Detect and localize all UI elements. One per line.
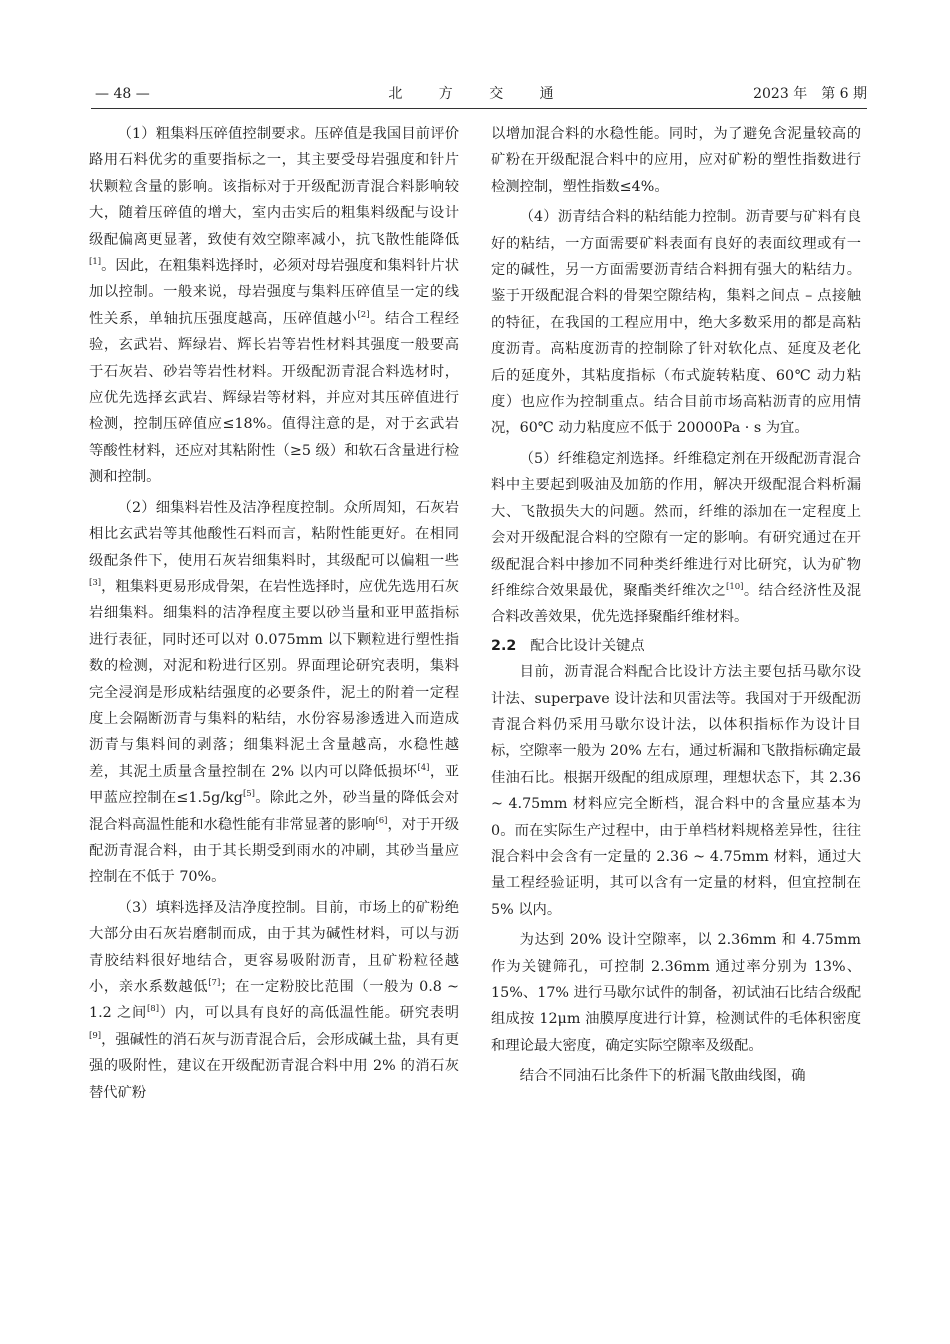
citation-ref[interactable]: [7] <box>208 978 221 989</box>
citation-ref[interactable]: [1] <box>89 257 102 268</box>
paragraph-fine-aggregate: （2）细集料岩性及洁净程度控制。众所周知，石灰岩相比玄武岩等其他酸性石料而言，粘附性能更好。在相同级配条件下，使用石灰岩细集料时，其级配可以偏粗一些[3]，粗集料更易形成骨架，在岩性选择时，应优先选用石灰岩细集料。细集料的洁净程度主要以砂当量和亚甲蓝指标进行表征，同时还可以对 0.075mm 以下颗粒进行塑性指数的检测，对泥和粉进行区别。界面理论研究表明，集料完全浸润是形成粘结强度的必要条件，泥土的附着一定程度上会隔断沥青与集料的粘结，水份容易渗透进入而造成沥青与集料间的剥落；细集料泥土含量越高，水稳性越差，其泥土质量含量控制在 2% 以内可以降低损坏[4]，亚甲蓝应控制在≤1.5g/kg[5]。除此之外，砂当量的降低会对混合料高温性能和水稳性能有非常显著的影响[6]，对于开级配沥青混合料，由于其长期受到雨水的冲刷，其砂当量应控制在不低于 70%。 <box>89 499 460 886</box>
citation-ref[interactable]: [4] <box>417 762 430 773</box>
paragraph-coarse-aggregate: （1）粗集料压碎值控制要求。压碎值是我国目前评价路用石料优劣的重要指标之一，其主要受母岩强度和针片状颗粒含量的影响。该指标对于开级配沥青混合料影响较大，随着压碎值的增大，室内击实后的粗集料级配与设计级配偏离更显著，致使有效空隙率减小，抗飞散性能降低[1]。因此，在粗集料选择时，必须对母岩强度和集料针片状加以控制。一般来说，母岩强度与集料压碎值呈一定的线性关系，单轴抗压强度越高，压碎值越小[2]。结合工程经验，玄武岩、辉绿岩、辉长岩等岩性材料其强度一般要高于石灰岩、砂岩等岩性材料。开级配沥青混合料选材时，应优先选择玄武岩、辉绿岩等材料，并应对其压碎值进行检测，控制压碎值应≤18%。值得注意的是，对于玄武岩等酸性材料，还应对其粘附性（≥5 级）和软石含量进行检测和控制。 <box>89 126 460 486</box>
paragraph-filler-continued: 以增加混合料的水稳性能。同时，为了避免含泥量较高的矿粉在开级配混合料中的应用，应对矿粉的塑性指数进行检测控制，塑性指数≤4%。 <box>491 126 861 195</box>
section-title: 配合比设计关键点 <box>530 637 645 654</box>
header-rule <box>91 108 867 109</box>
right-column <box>491 121 861 1090</box>
journal-title: 北 方 交 通 <box>388 86 570 102</box>
paragraph-fiber-stabilizer: （5）纤维稳定剂选择。纤维稳定剂在开级配沥青混合料中主要起到吸油及加筋的作用，解决开级配混合料析漏大、飞散损失大的问题。然而，纤维的添加在一定程度上会对开级配混合料的空隙有一定的影响。有研究通过在开级配混合料中掺加不同种类纤维进行对比研究，认为矿物纤维综合效果最优，聚酯类纤维次之[10]。结合经济性及混合料改善效果，优先选择聚酯纤维材料。 <box>491 450 861 626</box>
citation-ref[interactable]: [10] <box>726 582 744 593</box>
section-number: 2.2 <box>491 637 517 654</box>
page-number: — 48 — <box>95 86 150 102</box>
citation-ref[interactable]: [9] <box>89 1031 102 1042</box>
citation-ref[interactable]: [5] <box>242 789 255 800</box>
paragraph-asphalt-binder: （4）沥青结合料的粘结能力控制。沥青要与矿料有良好的粘结，一方面需要矿料表面有良好的表面纹理或有一定的碱性，另一方面需要沥青结合料拥有强大的粘结力。鉴于开级配混合料的骨架空隙结构，集料之间点 – 点接触的特征，在我国的工程应用中，绝大多数采用的都是高粘度沥青。高粘度沥青的控制除了针对软化点、延度及老化后的延度外，其粘度指标（布式旋转粘度、60℃ 动力粘度）也应作为控制重点。结合目前市场高粘沥青的应用情况，60℃ 动力粘度应不低于 20000Pa · s 为宜。 <box>491 209 861 437</box>
citation-ref[interactable]: [6] <box>375 815 388 826</box>
paragraph-mix-design-methods: 目前，沥青混合料配合比设计方法主要包括马歇尔设计法、superpave 设计法和贝雷法等。我国对于开级配沥青混合料仍采用马歇尔设计法，以体积指标作为设计目标，空隙率一般为 20% 左右，通过析漏和飞散指标确定最佳油石比。根据开级配的组成原理，理想状态下，其 2.36 ~ 4.75mm 材料应完全断档，混合料中的含量应基本为 0。而在实际生产过程中，由于单档材料规格差异性，往往混合料中会含有一定量的 2.36 ~ 4.75mm 材料，通过大量工程经验证明，其可以含有一定量的材料，但宜控制在 5% 以内。 <box>491 664 861 918</box>
running-header <box>91 83 867 105</box>
citation-ref[interactable]: [8] <box>146 1004 160 1015</box>
citation-ref[interactable]: [2] <box>357 310 370 321</box>
paragraph-target-voids: 为达到 20% 设计空隙率，以 2.36mm 和 4.75mm 作为关键筛孔，可控制 2.36mm 通过率分别为 13%、15%、17% 进行马歇尔试件的制备，初试油石比结合级配组成按 12μm 油膜厚度进行计算，检测试件的毛体积密度和理论最大密度，确定实际空隙率及级配。 <box>491 932 861 1054</box>
paragraph-filler: （3）填料选择及洁净度控制。目前，市场上的矿粉绝大部分由石灰岩磨制而成，由于其为碱性材料，可以与沥青胶结料很好地结合，更容易吸附沥青，且矿粉粒径越小，亲水系数越低[7]；在一定粉胶比范围（一般为 0.8 ~ 1.2 之间[8]）内，可以具有良好的高低温性能。研究表明[9]，强碱性的消石灰与沥青混合后，会形成碱土盐，具有更强的吸附性，建议在开级配沥青混合料中用 2% 的消石灰替代矿粉 <box>89 899 460 1101</box>
section-heading <box>491 633 861 659</box>
paragraph-drain-down: 结合不同油石比条件下的析漏飞散曲线图，确 <box>519 1068 806 1085</box>
left-column <box>89 121 459 1106</box>
citation-ref[interactable]: [3] <box>89 578 102 589</box>
issue-label: 2023 年 第 6 期 <box>753 86 867 102</box>
